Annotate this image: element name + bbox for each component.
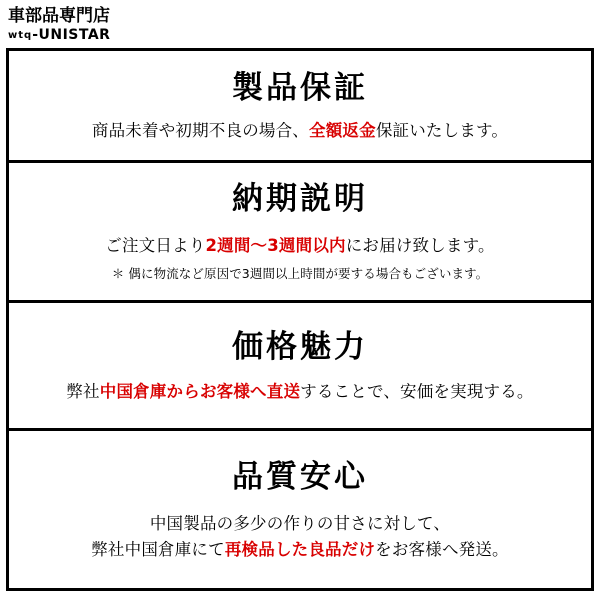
section-title: 納期説明 xyxy=(232,180,368,217)
section-body-line1: 中国製品の多少の作りの甘さに対して、 xyxy=(149,513,451,533)
brand-name: -UNISTAR xyxy=(32,27,111,43)
body-text-before: 弊社 xyxy=(66,381,100,401)
brand-subtitle xyxy=(8,26,600,44)
section-title: 品質安心 xyxy=(232,458,368,495)
section-quality-assurance xyxy=(9,431,591,588)
section-note: ＊ 偶に物流など原因で3週間以上時間が要する場合もございます。 xyxy=(111,265,489,281)
body-text-highlight: 中国倉庫からお客様へ直送 xyxy=(99,381,301,401)
body-text-highlight: 全額返金 xyxy=(309,120,376,140)
section-title: 価格魅力 xyxy=(232,328,368,365)
brand-prefix: wtq xyxy=(8,30,33,41)
body-text-after: 保証いたします。 xyxy=(375,120,509,140)
body-text-before: 弊社中国倉庫にて xyxy=(91,539,225,559)
section-product-warranty xyxy=(9,51,591,163)
body-text-highlight: 再検品した良品だけ xyxy=(224,539,376,559)
section-title: 製品保証 xyxy=(232,69,368,106)
section-body xyxy=(66,380,533,404)
section-delivery-explanation xyxy=(9,163,591,303)
section-price-appeal xyxy=(9,303,591,431)
section-body xyxy=(92,119,508,143)
body-text-after: することで、安価を実現する。 xyxy=(300,381,534,401)
body-text-after: をお客様へ発送。 xyxy=(375,539,509,559)
brand-title: 車部品専門店 xyxy=(8,6,110,26)
brand-logo xyxy=(0,0,600,44)
body-text-highlight: 2週間～3週間以内 xyxy=(205,235,346,255)
body-text-after: にお届け致します。 xyxy=(345,235,495,255)
body-text-before: 商品未着や初期不良の場合、 xyxy=(91,120,309,140)
section-body-line2 xyxy=(91,538,509,562)
section-body xyxy=(105,234,494,258)
info-sections xyxy=(6,48,594,591)
body-text-before: ご注文日より xyxy=(105,235,206,255)
